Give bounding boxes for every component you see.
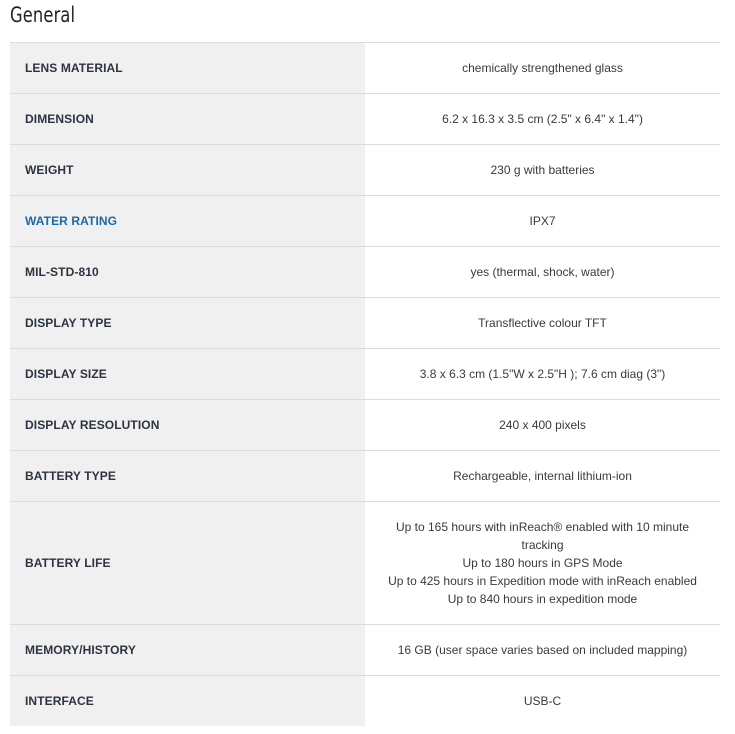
spec-label: MIL-STD-810	[10, 247, 365, 298]
spec-label: DISPLAY TYPE	[10, 298, 365, 349]
section-title: General	[10, 3, 76, 27]
spec-label: DIMENSION	[10, 94, 365, 145]
spec-value-line: Transflective colour TFT	[478, 316, 607, 330]
spec-row-mil-std	[10, 247, 720, 298]
spec-value	[365, 625, 720, 676]
spec-value-line: IPX7	[529, 214, 556, 228]
spec-value	[365, 43, 720, 94]
spec-label: BATTERY TYPE	[10, 451, 365, 502]
spec-value-line: Rechargeable, internal lithium-ion	[453, 469, 632, 483]
spec-row-water-rating	[10, 196, 720, 247]
spec-label: DISPLAY SIZE	[10, 349, 365, 400]
spec-value	[365, 451, 720, 502]
spec-row-display-type	[10, 298, 720, 349]
spec-label: MEMORY/HISTORY	[10, 625, 365, 676]
spec-label: LENS MATERIAL	[10, 43, 365, 94]
water-rating-link[interactable]: WATER RATING	[10, 196, 365, 247]
spec-row-battery-life	[10, 502, 720, 625]
spec-label: DISPLAY RESOLUTION	[10, 400, 365, 451]
specs-table	[10, 42, 720, 726]
spec-row-battery-type	[10, 451, 720, 502]
spec-row-dimension	[10, 94, 720, 145]
spec-row-display-resolution	[10, 400, 720, 451]
spec-value-line: 240 x 400 pixels	[499, 418, 586, 432]
spec-row-memory-history	[10, 625, 720, 676]
spec-value-line: Up to 840 hours in expedition mode	[447, 592, 638, 606]
spec-value	[365, 676, 720, 727]
spec-value	[365, 94, 720, 145]
spec-value	[365, 145, 720, 196]
spec-value	[365, 196, 720, 247]
spec-value-line: 230 g with batteries	[490, 163, 595, 177]
spec-value-line: Up to 165 hours with inReach® enabled with 10 minute tracking	[395, 520, 689, 552]
spec-value	[365, 502, 720, 625]
spec-value-line: Up to 425 hours in Expedition mode with inReach enabled	[388, 574, 697, 588]
spec-row-weight	[10, 145, 720, 196]
spec-label: WEIGHT	[10, 145, 365, 196]
spec-value-line: USB-C	[523, 694, 562, 708]
spec-value-line: 16 GB (user space varies based on included mapping)	[397, 643, 688, 657]
spec-value-line: Up to 180 hours in GPS Mode	[462, 556, 623, 570]
spec-value	[365, 349, 720, 400]
spec-label: INTERFACE	[10, 676, 365, 727]
spec-value-line: 6.2 x 16.3 x 3.5 cm (2.5" x 6.4" x 1.4")	[442, 112, 643, 126]
spec-row-interface	[10, 676, 720, 727]
spec-value	[365, 247, 720, 298]
spec-value-line: chemically strengthened glass	[462, 61, 623, 75]
spec-value	[365, 298, 720, 349]
spec-row-display-size	[10, 349, 720, 400]
spec-value-line: 3.8 x 6.3 cm (1.5"W x 2.5"H ); 7.6 cm diag (3")	[419, 367, 666, 381]
spec-value-line: yes (thermal, shock, water)	[470, 265, 615, 279]
spec-label: BATTERY LIFE	[10, 502, 365, 625]
spec-row-lens-material	[10, 43, 720, 94]
spec-value	[365, 400, 720, 451]
